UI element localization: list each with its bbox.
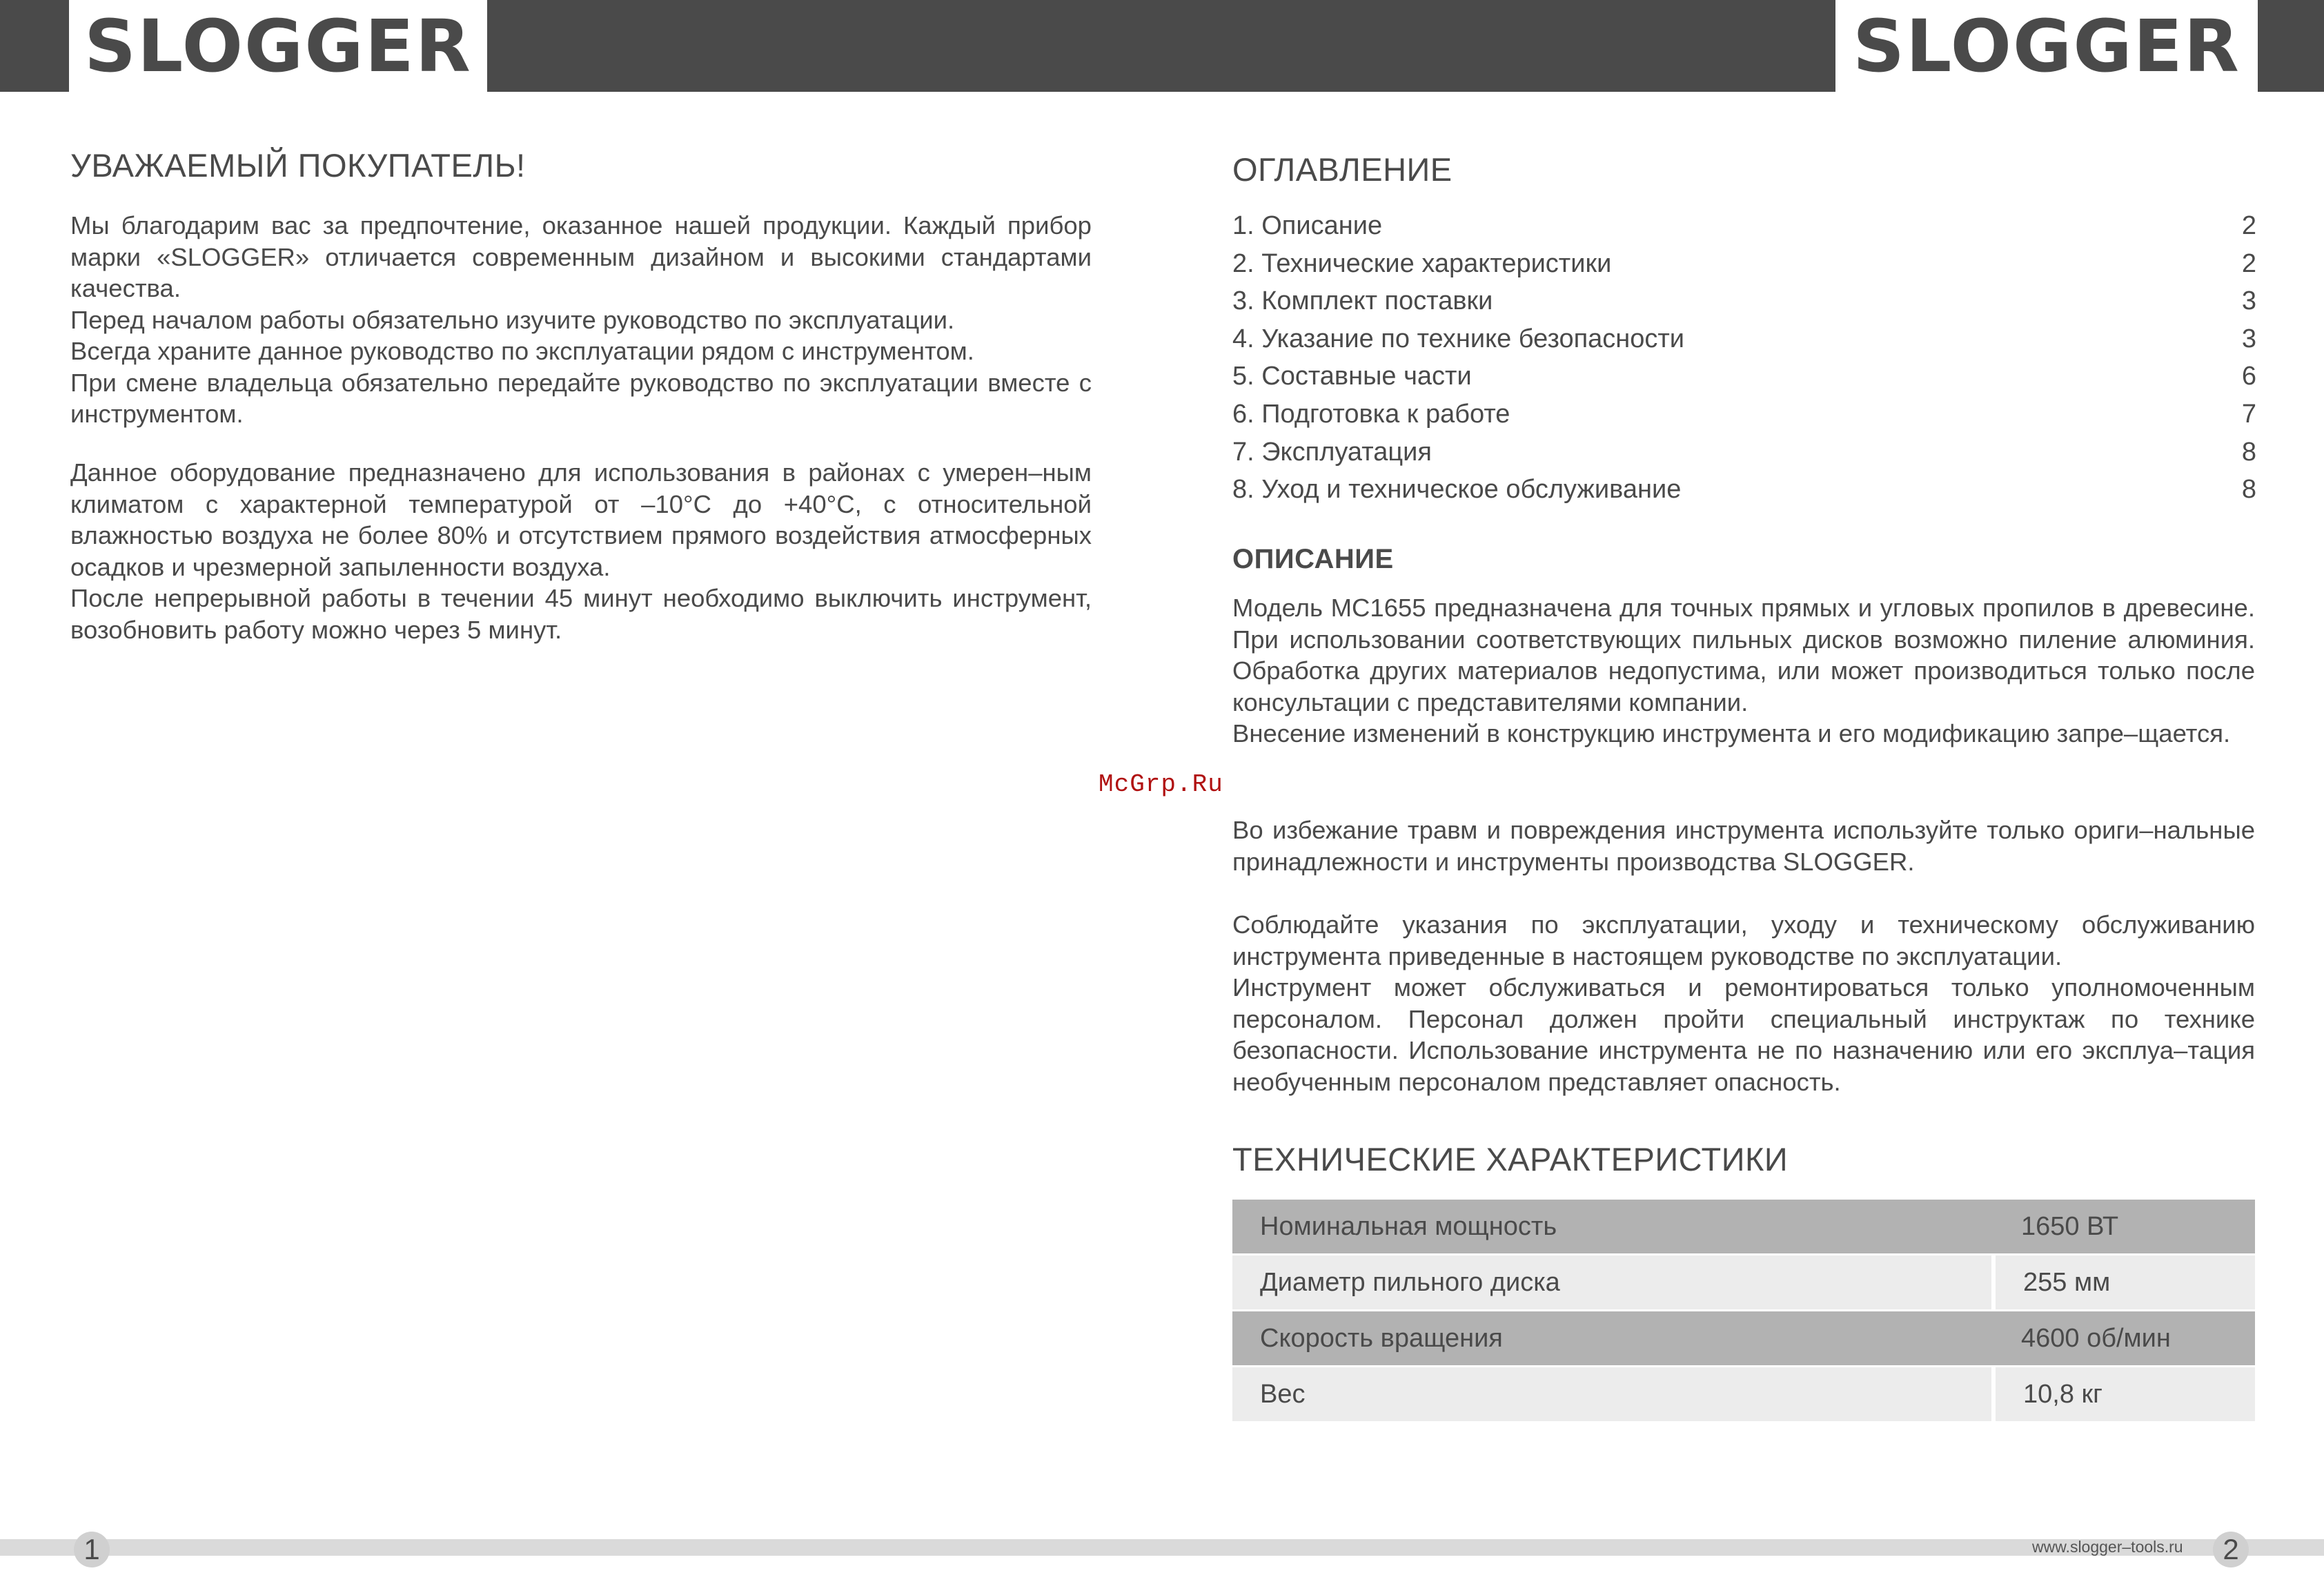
toc-item[interactable]	[1232, 358, 2256, 395]
toc-item-label: 6. Подготовка к работе	[1232, 399, 1510, 429]
toc-item-page: 3	[2241, 324, 2256, 353]
intro-paragraph: Мы благодарим вас за предпочтение, оказанное нашей продукции. Каждый прибор марки «SLOGGER» отличается современным дизайном и высокими стандартами качества.	[70, 211, 1092, 302]
spec-value: 1650 ВТ	[1993, 1200, 2255, 1255]
table-row	[1232, 1255, 2255, 1311]
spec-name: Номинальная мощность	[1232, 1200, 1993, 1255]
description-paragraph: Модель МС1655 предназначена для точных прямых и угловых пропилов в древесине. При использовании соответствующих пильных дисков возможно пиление алюминия. Обработка других материалов недопустима, или может производиться только после консультации с представителями компании.	[1232, 594, 2255, 716]
description-block-2	[1232, 814, 2255, 877]
description-block-3	[1232, 909, 2255, 1097]
table-of-contents	[1232, 207, 2256, 509]
description-title: ОПИСАНИЕ	[1232, 544, 1394, 574]
page-number-left: 1	[74, 1532, 110, 1567]
usage-conditions-text	[70, 457, 1092, 645]
specs-title: ТЕХНИЧЕСКИЕ ХАРАКТЕРИСТИКИ	[1232, 1141, 1789, 1178]
description-block-1	[1232, 592, 2255, 750]
toc-item[interactable]	[1232, 395, 2256, 433]
table-row	[1232, 1311, 2255, 1367]
toc-item-label: 5. Составные части	[1232, 362, 1472, 391]
toc-item-page: 8	[2241, 437, 2256, 467]
toc-item-page: 7	[2241, 399, 2256, 429]
toc-item[interactable]	[1232, 433, 2256, 471]
toc-item[interactable]	[1232, 320, 2256, 358]
toc-item-label: 2. Технические характеристики	[1232, 248, 1612, 278]
toc-item[interactable]	[1232, 207, 2256, 245]
spec-value: 4600 об/мин	[1993, 1311, 2255, 1367]
spec-name: Диаметр пильного диска	[1232, 1255, 1993, 1311]
toc-item[interactable]	[1232, 245, 2256, 283]
usage-paragraph: Данное оборудование предназначено для использования в районах с умерен–ным климатом с характерной температурой от –10°С до +40°С, с относительной влажностью воздуха не более 80% и отсутствием прямого воздействия атмосферных осадков и чрезмерной запыленности воздуха.	[70, 458, 1092, 581]
page-number-right: 2	[2213, 1532, 2249, 1567]
toc-item-page: 2	[2241, 211, 2256, 240]
table-row	[1232, 1200, 2255, 1255]
description-paragraph: Инструмент может обслуживаться и ремонтироваться только уполномоченным персоналом. Персонал должен пройти специальный инструктаж по технике безопасности. Использование инструмента не по назначению или его эксплуа–тация необученным персоналом представляет опасность.	[1232, 973, 2255, 1096]
table-row	[1232, 1367, 2255, 1423]
spec-name: Скорость вращения	[1232, 1311, 1993, 1367]
logo-left-text: SLOGGER	[84, 3, 472, 88]
logo-left	[69, 0, 487, 92]
description-paragraph: Соблюдайте указания по эксплуатации, уходу и техническому обслуживанию инструмента приведенные в настоящем руководстве по эксплуатации.	[1232, 910, 2255, 970]
specs-table	[1232, 1200, 2255, 1423]
toc-item[interactable]	[1232, 471, 2256, 509]
intro-paragraph: При смене владельца обязательно передайте руководство по эксплуатации вместе с инструментом.	[70, 368, 1092, 428]
intro-paragraph: Всегда храните данное руководство по эксплуатации рядом с инструментом.	[70, 337, 974, 365]
toc-item-page: 6	[2241, 362, 2256, 391]
toc-item-page: 8	[2241, 475, 2256, 505]
greeting-title: УВАЖАЕМЫЙ ПОКУПАТЕЛЬ!	[70, 147, 526, 184]
intro-text	[70, 210, 1092, 430]
logo-right	[1835, 0, 2258, 92]
spec-value: 255 мм	[1993, 1255, 2255, 1311]
toc-item-page: 2	[2241, 248, 2256, 278]
toc-item-label: 8. Уход и техническое обслуживание	[1232, 475, 1682, 505]
spec-value: 10,8 кг	[1993, 1367, 2255, 1423]
description-paragraph: Во избежание травм и повреждения инструмента используйте только ориги–нальные принадлежности и инструменты производства SLOGGER.	[1232, 816, 2255, 876]
usage-paragraph: После непрерывной работы в течении 45 минут необходимо выключить инструмент, возобновить работу можно через 5 минут.	[70, 584, 1092, 644]
footer-url[interactable]: www.slogger–tools.ru	[2032, 1538, 2183, 1556]
logo-right-text: SLOGGER	[1853, 3, 2241, 88]
toc-item[interactable]	[1232, 282, 2256, 320]
description-paragraph: Внесение изменений в конструкцию инструмента и его модификацию запре–щается.	[1232, 719, 2231, 748]
spec-name: Вес	[1232, 1367, 1993, 1423]
toc-item-label: 1. Описание	[1232, 211, 1383, 240]
toc-item-label: 4. Указание по технике безопасности	[1232, 324, 1685, 353]
toc-title: ОГЛАВЛЕНИЕ	[1232, 151, 1452, 188]
footer-bar	[0, 1539, 2324, 1556]
intro-paragraph: Перед началом работы обязательно изучите руководство по эксплуатации.	[70, 305, 955, 334]
toc-item-label: 3. Комплект поставки	[1232, 286, 1493, 316]
toc-item-label: 7. Эксплуатация	[1232, 437, 1432, 467]
toc-item-page: 3	[2241, 286, 2256, 316]
watermark: McGrp.Ru	[1099, 770, 1223, 799]
